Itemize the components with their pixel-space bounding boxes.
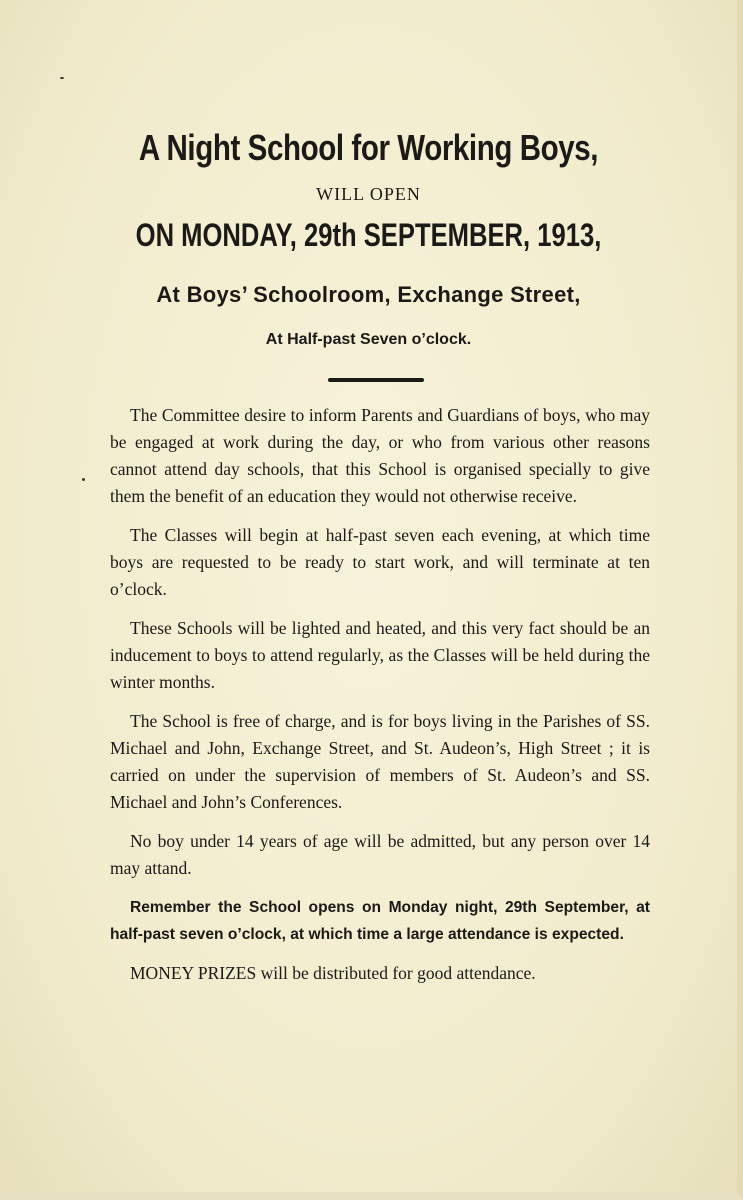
paragraph-committee: The Committee desire to inform Parents and Guardians of boys, who may be engaged at work during the day, or who from various other reasons cannot attend day schools, that this School is organised specially to give them the benefit of an education they would not otherwise receive. — [110, 405, 650, 506]
paragraph-lighting: These Schools will be lighted and heated, and this very fact should be an inducement to boys to attend regularly, as the Classes will be held during the winter months. — [110, 618, 650, 692]
paragraph-classes: The Classes will begin at half-past seven each evening, at which time boys are requested to be ready to start work, and will terminate at ten o’clock. — [110, 525, 650, 599]
paper-speck — [82, 478, 85, 481]
time-line: At Half-past Seven o’clock. — [265, 331, 472, 348]
opening-date: ON MONDAY, 29th SEPTEMBER, 1913, — [135, 217, 602, 253]
paragraph-free-of-charge: The School is free of charge, and is for boys living in the Parishes of SS. Michael and John, Exchange Street, and St. Audeon’s, High Street ; it is carried on under the supervision of members of St. Audeon’s and SS. Michael and John’s Conferences. — [110, 711, 650, 812]
paper-speck — [60, 77, 64, 79]
paragraph-age-limit: No boy under 14 years of age will be admitted, but any person over 14 may attand. — [110, 831, 650, 878]
location-line: At Boys’ Schoolroom, Exchange Street, — [156, 282, 581, 307]
reminder-paragraph: Remember the School opens on Monday night, 29th September, at half-past seven o’clock, at which time a large attendance is expected. — [110, 899, 650, 943]
prizes-paragraph: MONEY PRIZES will be distributed for good attendance. — [130, 963, 536, 983]
notice-body — [110, 402, 650, 999]
will-open-text: WILL OPEN — [316, 184, 421, 204]
poster-title: A Night School for Working Boys, — [138, 127, 599, 168]
divider-rule — [328, 378, 424, 382]
